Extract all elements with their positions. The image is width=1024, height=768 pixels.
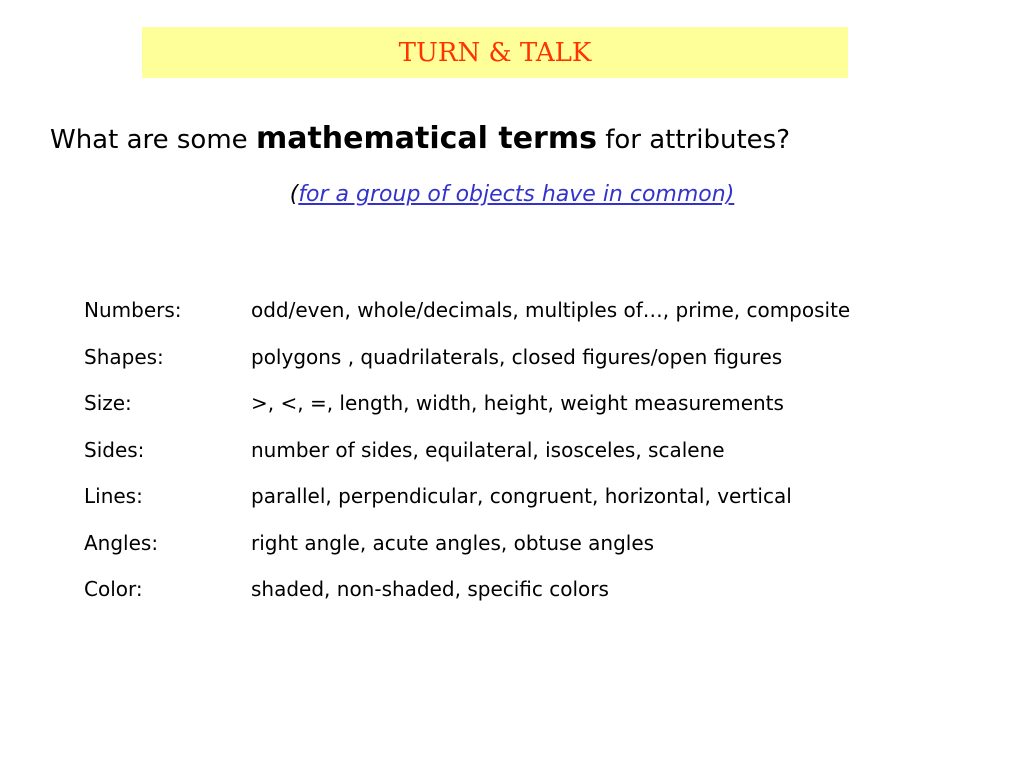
term-label: Size:: [84, 391, 132, 416]
term-label: Angles:: [84, 530, 159, 555]
term-row-color: [84, 566, 994, 613]
term-row-lines: [84, 473, 994, 520]
title-banner: [142, 27, 848, 78]
subtitle-link[interactable]: for a group of objects have in common): [298, 182, 735, 207]
term-label: Sides:: [84, 437, 145, 462]
subtitle-open-paren: (: [289, 182, 299, 207]
term-description: number of sides, equilateral, isosceles, scalene: [251, 437, 725, 462]
banner-title: TURN & TALK: [398, 37, 592, 68]
term-row-numbers: [84, 287, 994, 334]
subtitle: [0, 178, 1024, 212]
question-emphasis: mathematical terms: [255, 121, 597, 156]
term-description: odd/even, whole/decimals, multiples of…, prime, composite: [251, 298, 851, 323]
term-row-size: [84, 380, 994, 427]
terms-list: [84, 287, 994, 613]
term-row-sides: [84, 427, 994, 474]
term-description: >, <, =, length, width, height, weight measurements: [251, 391, 784, 416]
term-description: polygons , quadrilaterals, closed figures/open figures: [251, 344, 783, 369]
term-label: Lines:: [84, 484, 143, 509]
term-row-shapes: [84, 334, 994, 381]
term-description: shaded, non-shaded, specific colors: [251, 577, 609, 602]
term-description: right angle, acute angles, obtuse angles: [251, 530, 655, 555]
term-label: Shapes:: [84, 344, 164, 369]
term-label: Color:: [84, 577, 143, 602]
term-row-angles: [84, 520, 994, 567]
term-description: parallel, perpendicular, congruent, horizontal, vertical: [251, 484, 792, 509]
question-prefix: What are some: [50, 125, 256, 155]
question-suffix: for attributes?: [596, 125, 791, 155]
main-question: [50, 112, 980, 167]
term-label: Numbers:: [84, 298, 182, 323]
